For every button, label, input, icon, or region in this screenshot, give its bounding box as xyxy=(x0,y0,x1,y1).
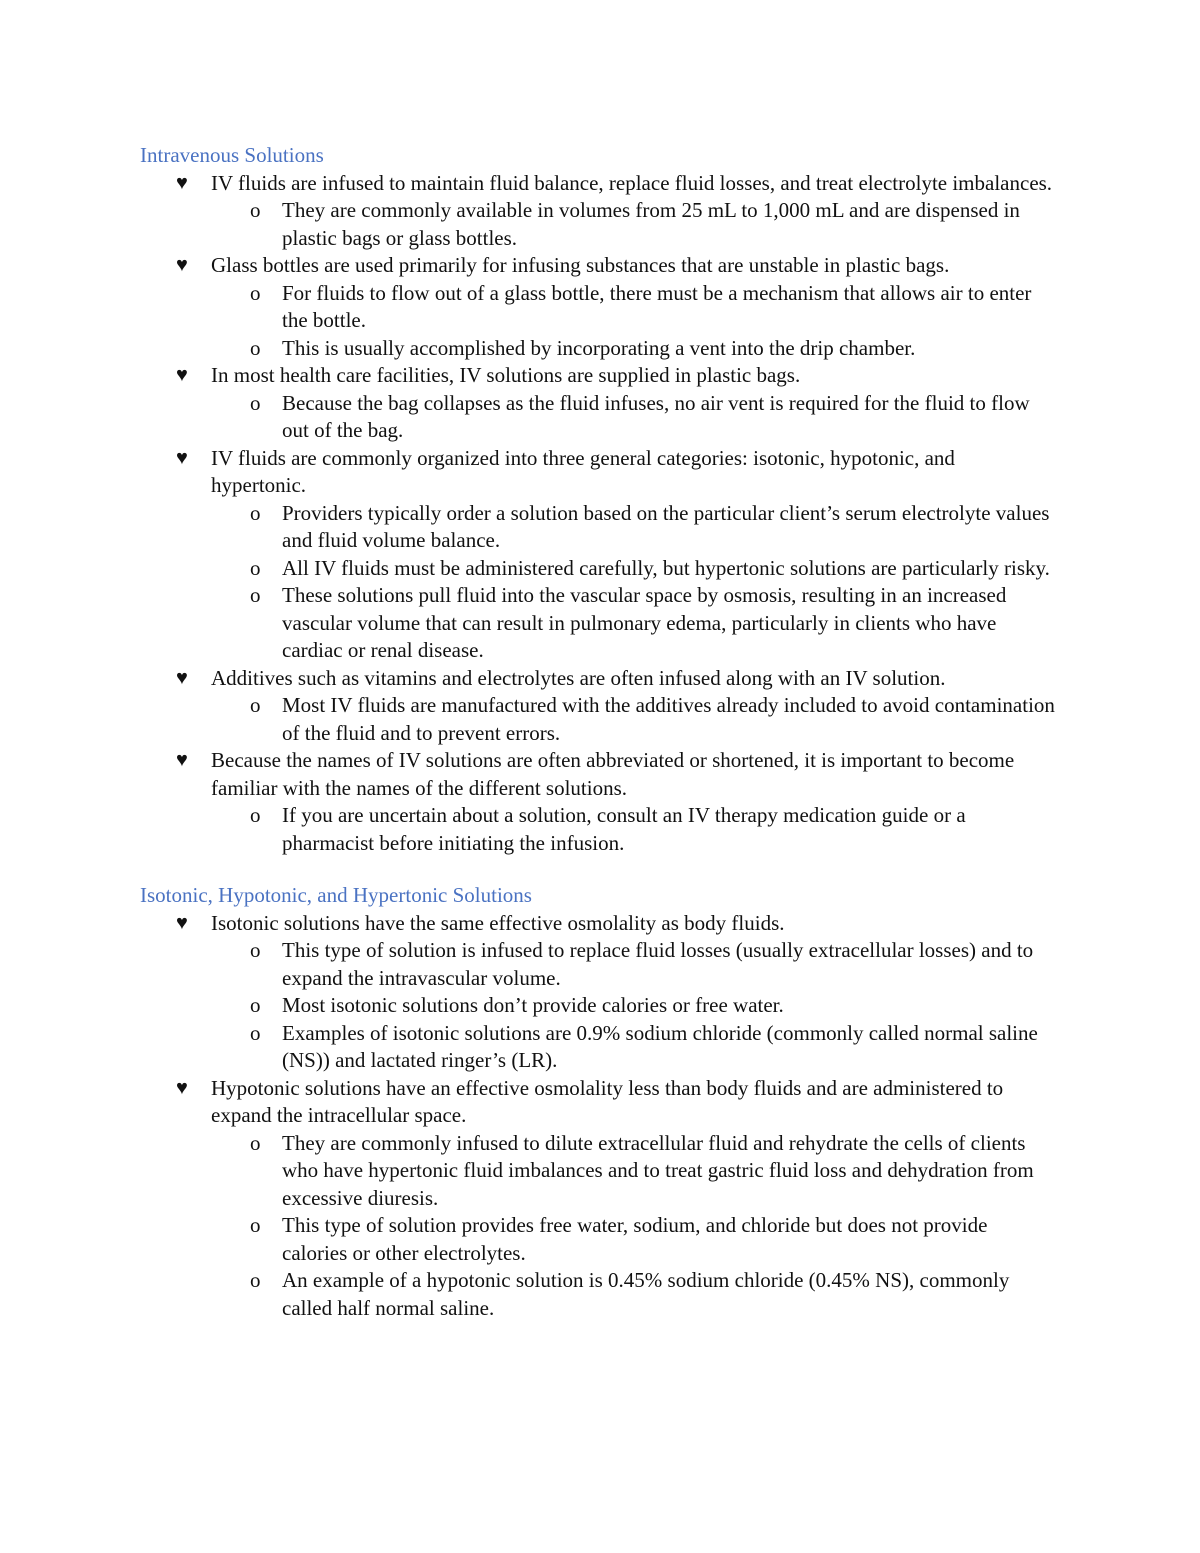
circle-bullet-icon: o xyxy=(250,693,261,717)
circle-bullet-icon: o xyxy=(250,390,261,415)
circle-bullet-icon: o xyxy=(250,1130,261,1155)
bullet-list xyxy=(140,170,1055,858)
circle-bullet-icon: o xyxy=(250,198,261,222)
sub-bullet-item xyxy=(140,937,1055,992)
sub-bullet-item xyxy=(140,500,1055,555)
sub-bullet-item xyxy=(140,390,1055,445)
sub-bullet-text: This type of solution provides free water, sodium, and chloride but does not provide calories or other electrolytes. xyxy=(282,1213,988,1265)
heart-bullet-icon: ♥ xyxy=(176,364,188,386)
bullet-text: IV fluids are commonly organized into three general categories: isotonic, hypotonic, and hypertonic. xyxy=(211,445,955,497)
sub-bullet-text: Providers typically order a solution based on the particular client’s serum electrolyte values and fluid volume balance. xyxy=(282,500,1050,552)
sub-bullet-text: Most IV fluids are manufactured with the additives already included to avoid contamination of the fluid and to prevent errors. xyxy=(282,693,1055,745)
section-heading: Intravenous Solutions xyxy=(140,143,324,167)
bullet-item xyxy=(140,362,1055,390)
sub-bullet-text: This type of solution is infused to replace fluid losses (usually extracellular losses) and to expand the intravascular volume. xyxy=(282,938,1034,990)
bullet-item xyxy=(140,747,1055,802)
circle-bullet-icon: o xyxy=(250,1020,261,1045)
heart-bullet-icon: ♥ xyxy=(176,446,188,469)
heart-bullet-icon: ♥ xyxy=(176,1076,188,1099)
heart-bullet-icon: ♥ xyxy=(176,666,188,689)
bullet-item xyxy=(140,170,1055,198)
sub-bullet-item xyxy=(140,692,1055,747)
sub-bullet-item xyxy=(140,1212,1055,1267)
sub-bullet-text: These solutions pull fluid into the vascular space by osmosis, resulting in an increased vascular volume that can result in pulmonary edema, particularly in clients who have cardiac or renal disease. xyxy=(282,583,1007,662)
heart-bullet-icon: ♥ xyxy=(176,911,188,934)
sub-bullet-text: They are commonly infused to dilute extracellular fluid and rehydrate the cells of clients who have hypertonic fluid imbalances and to treat gastric fluid loss and dehydration from excessive diuresis. xyxy=(282,1130,1034,1210)
sub-bullet-text: If you are uncertain about a solution, consult an IV therapy medication guide or a pharmacist before initiating the infusion. xyxy=(282,803,966,855)
bullet-text: Because the names of IV solutions are often abbreviated or shortened, it is important to become familiar with the names of the different solutions. xyxy=(211,748,1015,800)
sub-bullet-text: All IV fluids must be administered carefully, but hypertonic solutions are particularly risky. xyxy=(282,555,1050,580)
document-body xyxy=(140,142,1055,1322)
heart-bullet-icon: ♥ xyxy=(176,254,188,276)
bullet-text: Glass bottles are used primarily for infusing substances that are unstable in plastic bags. xyxy=(211,253,950,277)
sub-bullet-item xyxy=(140,802,1055,857)
bullet-text: Additives such as vitamins and electrolytes are often infused along with an IV solution. xyxy=(211,665,946,690)
sub-bullet-item xyxy=(140,992,1055,1020)
circle-bullet-icon: o xyxy=(250,1213,261,1237)
sub-bullet-text: Examples of isotonic solutions are 0.9% sodium chloride (commonly called normal saline (NS)) and lactated ringer’s (LR). xyxy=(282,1020,1038,1072)
bullet-text: Hypotonic solutions have an effective osmolality less than body fluids and are administered to expand the intracellular space. xyxy=(211,1075,1004,1127)
section-heading: Isotonic, Hypotonic, and Hypertonic Solutions xyxy=(140,883,532,907)
circle-bullet-icon: o xyxy=(250,583,261,607)
sub-bullet-text: Most isotonic solutions don’t provide calories or free water. xyxy=(282,993,784,1017)
circle-bullet-icon: o xyxy=(250,803,261,827)
sub-bullet-item xyxy=(140,1020,1055,1075)
sub-bullet-item xyxy=(140,1267,1055,1322)
sub-bullet-text: For fluids to flow out of a glass bottle, there must be a mechanism that allows air to enter the bottle. xyxy=(282,280,1032,332)
sub-bullet-text: This is usually accomplished by incorporating a vent into the drip chamber. xyxy=(282,335,916,360)
circle-bullet-icon: o xyxy=(250,993,261,1017)
bullet-item xyxy=(140,665,1055,693)
sub-bullet-item xyxy=(140,280,1055,335)
circle-bullet-icon: o xyxy=(250,1268,261,1292)
bullet-text: IV fluids are infused to maintain fluid balance, replace fluid losses, and treat electrolyte imbalances. xyxy=(211,170,1053,195)
heart-bullet-icon: ♥ xyxy=(176,749,188,771)
heart-bullet-icon: ♥ xyxy=(176,171,188,194)
sub-bullet-item xyxy=(140,335,1055,363)
bullet-text: In most health care facilities, IV solutions are supplied in plastic bags. xyxy=(211,363,801,387)
circle-bullet-icon: o xyxy=(250,555,261,580)
bullet-item xyxy=(140,1075,1055,1130)
sub-bullet-item xyxy=(140,582,1055,665)
bullet-list xyxy=(140,910,1055,1323)
bullet-item xyxy=(140,445,1055,500)
bullet-item xyxy=(140,252,1055,280)
circle-bullet-icon: o xyxy=(250,500,261,525)
sub-bullet-item xyxy=(140,1130,1055,1213)
sub-bullet-text: An example of a hypotonic solution is 0.45% sodium chloride (0.45% NS), commonly called half normal saline. xyxy=(282,1268,1010,1320)
sub-bullet-item xyxy=(140,555,1055,583)
circle-bullet-icon: o xyxy=(250,280,261,305)
sub-bullet-text: Because the bag collapses as the fluid infuses, no air vent is required for the fluid to flow out of the bag. xyxy=(282,390,1030,442)
circle-bullet-icon: o xyxy=(250,938,261,962)
circle-bullet-icon: o xyxy=(250,335,261,360)
bullet-item xyxy=(140,910,1055,938)
sub-bullet-text: They are commonly available in volumes from 25 mL to 1,000 mL and are dispensed in plastic bags or glass bottles. xyxy=(282,198,1020,250)
sub-bullet-item xyxy=(140,197,1055,252)
bullet-text: Isotonic solutions have the same effective osmolality as body fluids. xyxy=(211,910,785,935)
